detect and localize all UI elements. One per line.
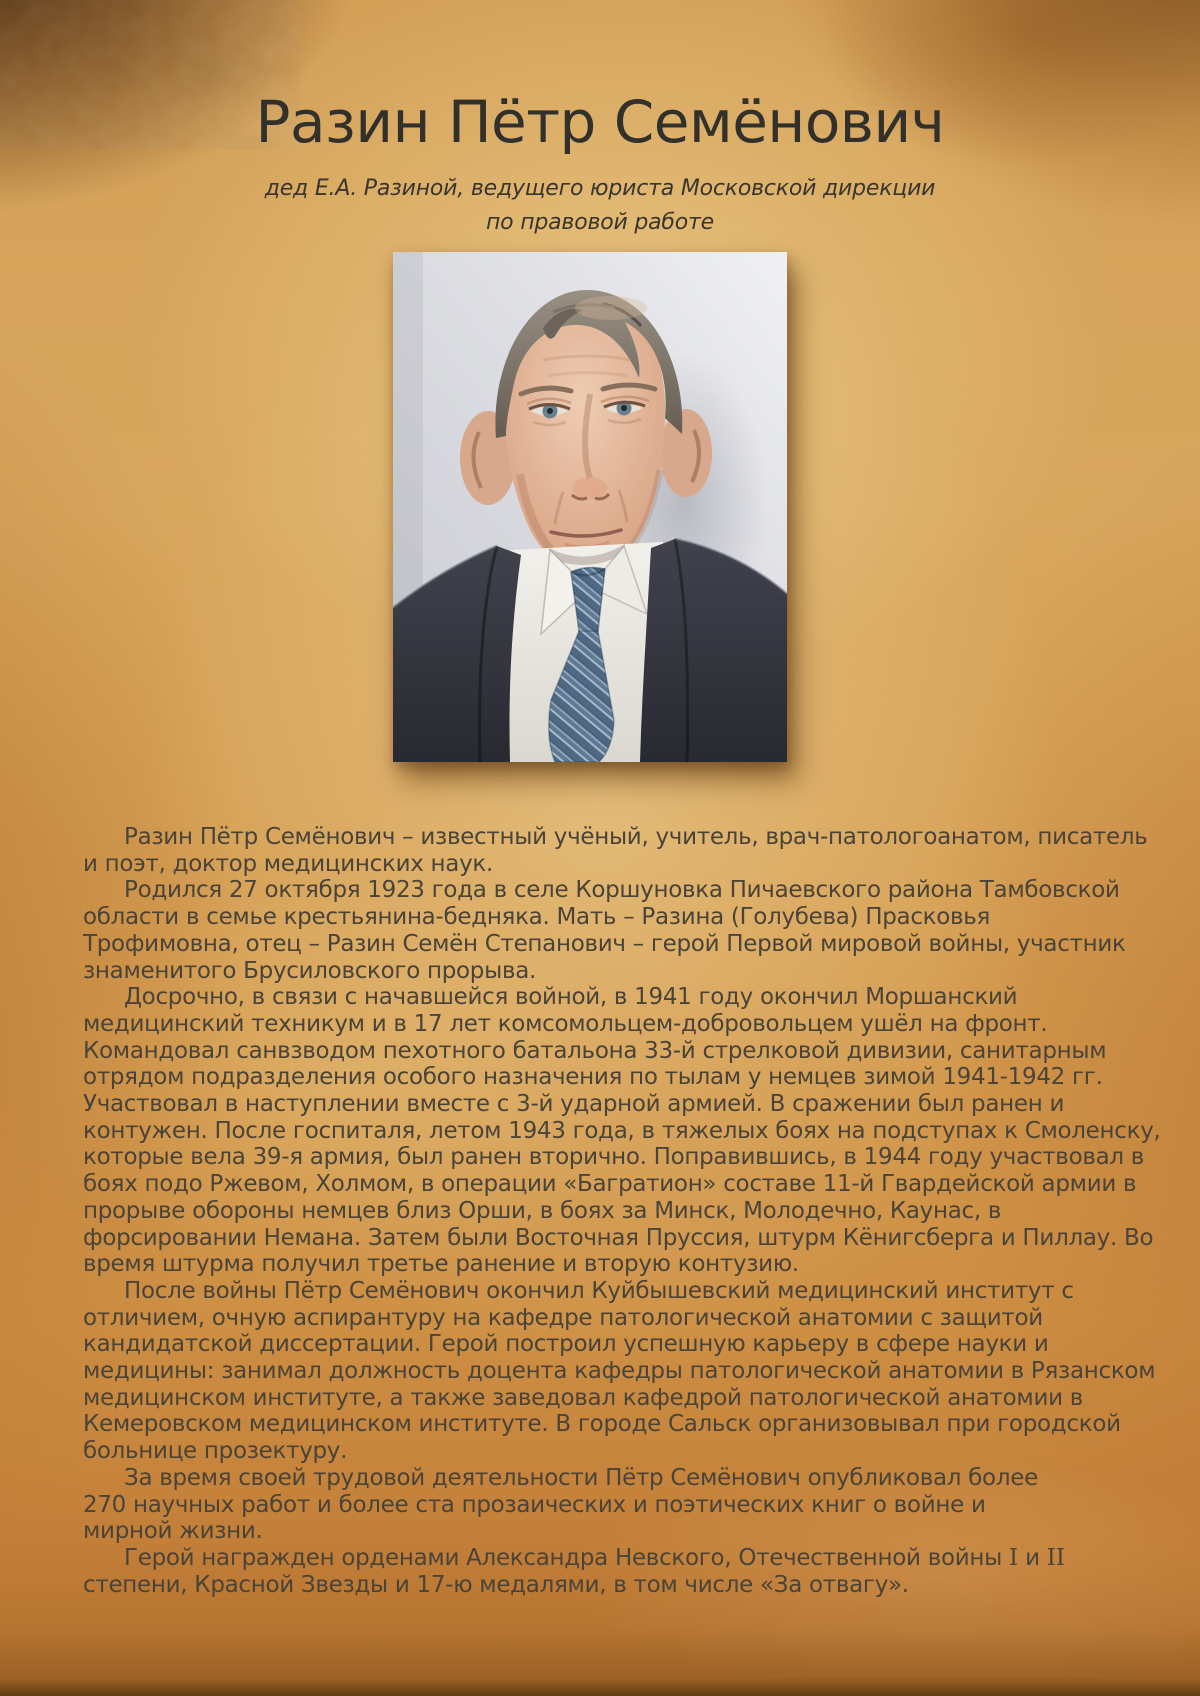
subtitle-line-2: по правовой работе bbox=[485, 210, 715, 235]
text-line: медицинском институте, а также заведовал кафедрой патологической анатомии в bbox=[83, 1384, 1084, 1411]
portrait-photo-svg bbox=[393, 252, 787, 762]
text-line: степени, Красной Звезды и 17-ю медалями, в том числе «За отвагу». bbox=[83, 1571, 909, 1598]
subtitle bbox=[0, 172, 1200, 240]
portrait-photo bbox=[393, 252, 787, 762]
paragraph bbox=[83, 1465, 1158, 1545]
text-line: Разин Пётр Семёнович – известный учёный, учитель, врач-патологоанатом, писатель bbox=[124, 824, 1148, 850]
text-line: мирной жизни. bbox=[83, 1518, 263, 1545]
text-line: отличием, очную аспирантуру на кафедре патологической анатомии с защитой bbox=[83, 1304, 1043, 1331]
paragraph bbox=[83, 877, 1158, 984]
text-line: 270 научных работ и более ста прозаических и поэтических книг о войне и bbox=[83, 1491, 986, 1518]
text-line: области в семье крестьянина-бедняка. Мать – Разина (Голубева) Прасковья bbox=[83, 904, 991, 931]
portrait-clothing bbox=[393, 539, 787, 762]
text-line: Досрочно, в связи с начавшейся войной, в 1941 году окончил Моршанский bbox=[124, 984, 1018, 1011]
text-line: Родился 27 октября 1923 года в селе Коршуновка Пичаевского района Тамбовской bbox=[124, 877, 1120, 904]
paragraph bbox=[83, 1278, 1158, 1465]
text-line: Командовал санвзводом пехотного батальона 33-й стрелковой дивизии, санитарным bbox=[83, 1037, 1107, 1064]
text-line: которые вела 39-я армия, был ранен вторично. Поправившись, в 1944 году участвовал в bbox=[83, 1144, 1145, 1171]
text-line: боях подо Ржевом, Холмом, в операции «Багратион» составе 11-й Гвардейской армии в bbox=[83, 1171, 1137, 1198]
paragraph bbox=[83, 824, 1158, 877]
text-line: больнице прозектуру. bbox=[83, 1438, 348, 1465]
text-line: Трофимовна, отец – Разин Семён Степанович – герой Первой мировой войны, участник bbox=[83, 930, 1126, 957]
text-line: и поэт, доктор медицинских наук. bbox=[83, 850, 494, 877]
biography-text bbox=[83, 824, 1161, 1598]
text-line: прорыве обороны немцев близ Орши, в боях за Минск, Молодечно, Каунас, в bbox=[83, 1197, 1002, 1224]
text-line: отрядом подразделения особого назначения по тылам у немцев зимой 1941-1942 гг. bbox=[83, 1064, 1103, 1091]
text-line: Герой награжден орденами Александра Невского, Отечественной войны I и II bbox=[124, 1544, 1065, 1571]
text-line: Кемеровском медицинском институте. В городе Сальск организовывал при городской bbox=[83, 1411, 1121, 1438]
text-line: кандидатской диссертации. Герой построил успешную карьеру в сфере науки и bbox=[83, 1331, 1049, 1358]
subtitle-line-1: дед Е.А. Разиной, ведущего юриста Московской дирекции bbox=[264, 176, 936, 201]
text-line: После войны Пётр Семёнович окончил Куйбышевский медицинский институт с bbox=[124, 1277, 1074, 1304]
paragraph bbox=[83, 1545, 1158, 1598]
text-line: Участвовал в наступлении вместе с 3-й ударной армией. В сражении был ранен и bbox=[83, 1091, 1065, 1118]
text-line: время штурма получил третье ранение и вторую контузию. bbox=[83, 1251, 799, 1278]
text-line: знаменитого Брусиловского прорыва. bbox=[83, 957, 537, 984]
paragraph bbox=[83, 984, 1161, 1278]
text-line: медицинский техникум и в 17 лет комсомольцем-добровольцем ушёл на фронт. bbox=[83, 1010, 1048, 1037]
page-title: Разин Пётр Семёнович bbox=[255, 88, 945, 156]
text-line: медицины: занимал должность доцента кафедры патологической анатомии в Рязанском bbox=[83, 1358, 1156, 1385]
text-line: контужен. После госпиталя, летом 1943 года, в тяжелых боях на подступах к Смоленску, bbox=[83, 1117, 1161, 1144]
text-line: За время своей трудовой деятельности Пётр Семёнович опубликовал более bbox=[124, 1464, 1038, 1491]
text-line: форсировании Немана. Затем были Восточная Пруссия, штурм Кёнигсберга и Пиллау. Во bbox=[83, 1224, 1154, 1251]
